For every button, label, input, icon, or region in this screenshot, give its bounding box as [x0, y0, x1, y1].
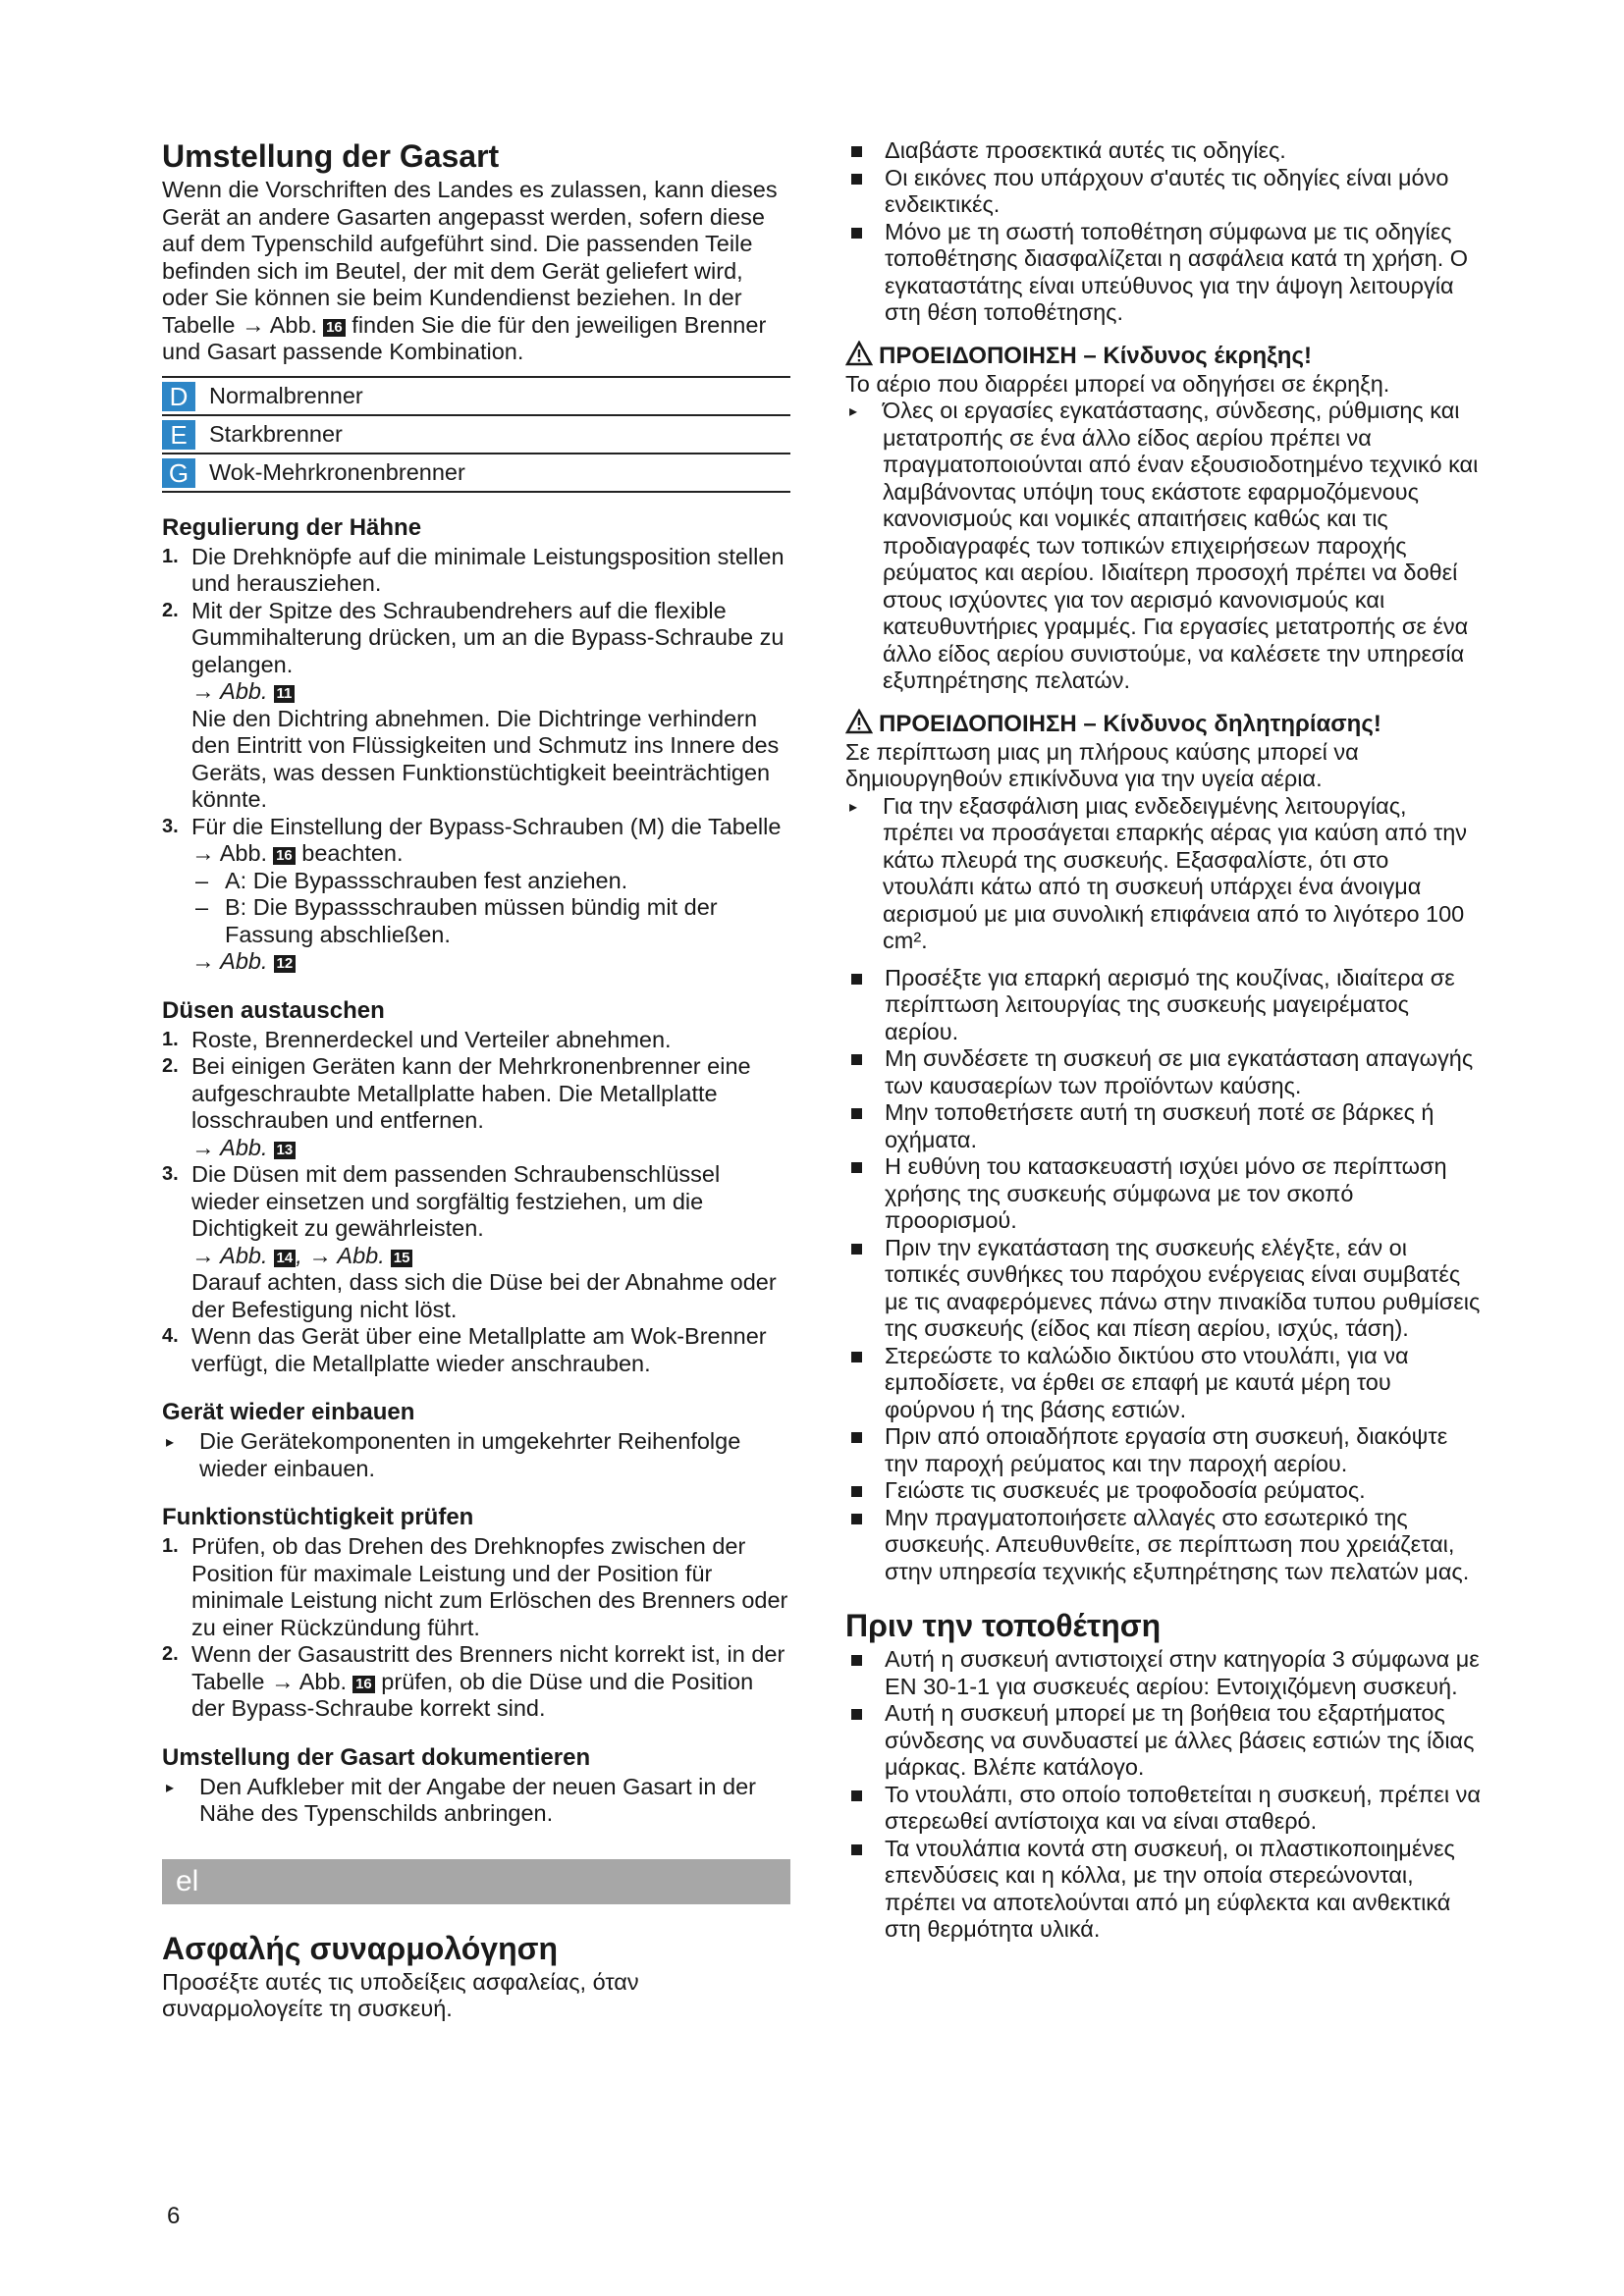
- page-number: 6: [167, 2203, 181, 2229]
- nozzle-steps-end: [162, 1323, 790, 1377]
- table-row: [162, 377, 790, 415]
- note-text: Nie den Dichtring abnehmen. Die Dichtringe verhindern den Eintritt von Flüssigkeiten und Schmutz ins Innere des Geräts, was dessen Funktionstüchtigkeit beeinträchtigen könnte.: [191, 705, 780, 812]
- note-text: Darauf achten, dass sich die Düse bei der Abnahme oder der Befestigung nicht löst.: [191, 1269, 777, 1322]
- right-column: [845, 137, 1484, 1944]
- list-item: 3. Für die Einstellung der Bypass-Schrauben (M) die Tabelle → Abb. 16 beachten.: [162, 813, 782, 866]
- burner-table: [162, 376, 790, 493]
- heading-replace-nozzles: Düsen austauschen: [162, 996, 385, 1024]
- safety-bullets-top: [845, 137, 1484, 327]
- table-row: [162, 415, 790, 454]
- list-item: Αυτή η συσκευή αντιστοιχεί στην κατηγορία 3 σύμφωνα με EN 30-1-1 για συσκευές αερίου: Εντοιχιζόμενη συσκευή.: [845, 1646, 1484, 1700]
- safety-bullets-mid: [845, 965, 1484, 1586]
- figure-ref-badge: 11: [274, 685, 296, 703]
- list-item: 1. Roste, Brennerdeckel und Verteiler abnehmen.: [162, 1026, 672, 1052]
- burner-letter: E: [162, 420, 195, 450]
- warning-poisoning: ΠΡΟΕΙΔΟΠΟΙΗΣΗ – Κίνδυνος δηλητηρίασης!: [845, 709, 1484, 739]
- burner-name: Wok-Mehrkronenbrenner: [209, 458, 465, 485]
- section-title-gas-conversion: Umstellung der Gasart: [162, 138, 500, 174]
- figure-ref-badge: 12: [274, 955, 297, 973]
- intro-text-end: finden Sie die für den jeweiligen Brenner und Gasart passende Kombination.: [162, 311, 767, 364]
- warning-explosion: ΠΡΟΕΙΔΟΠΟΙΗΣΗ – Κίνδυνος έκρηξης!: [845, 341, 1484, 371]
- heading-function-check: Funktionstüchtigkeit prüfen: [162, 1504, 474, 1530]
- section-title-safe-assembly: Ασφαλής συναρμολόγηση: [162, 1930, 559, 1966]
- warning-text: Σε περίπτωση μιας μη πλήρους καύσης μπορεί να δημιουργηθούν επικίνδυνα για την υγεία αέρια.: [845, 738, 1359, 791]
- burner-letter: G: [162, 458, 195, 488]
- list-item: 2. Bei einigen Geräten kann der Mehrkronenbrenner eine aufgeschraubte Metallplatte haben. Die Metallplatte losschrauben und entfernen.: [162, 1053, 751, 1133]
- figure-ref-badge: 14: [274, 1250, 297, 1267]
- list-item: 1. Die Drehknöpfe auf die minimale Leistungsposition stellen und herausziehen.: [162, 543, 785, 596]
- list-item: Πριν από οποιαδήποτε εργασία στη συσκευή, διακόψτε την παροχή ρεύματος και την παροχή αερίου.: [845, 1423, 1484, 1477]
- gas-conversion-intro: [162, 177, 790, 366]
- figure-ref-badge: 16: [323, 319, 346, 337]
- list-item: ▸ Die Gerätekomponenten in umgekehrter Reihenfolge wieder einbauen.: [162, 1428, 790, 1482]
- list-item: Πριν την εγκατάσταση της συσκευής ελέγξτε, εάν οι τοπικές συνθήκες του παρόχου ενέργειας είναι συμβατές με τις αναφερόμενες πάνω στην πινακίδα τυπου ρυθμίσεις της συσκευής (είδος και πίεση αερίου, ισχύς, τάση).: [845, 1235, 1484, 1343]
- heading-reinstall: Gerät wieder einbauen: [162, 1399, 415, 1425]
- list-item: ▸ Για την εξασφάλιση μιας ενδεδειγμένης λειτουργίας, πρέπει να προσάγεται επαρκής αέρας για καύση από την κάτω πλευρά της συσκευής. Εξασφαλίστε, ότι στο ντουλάπι κάτω από τη συσκευή υπάρχει ένα άνοιγμα αερισμού με μια συνολική επιφάνεια από το λιγότερο 100 cm².: [845, 793, 1484, 955]
- burner-letter: D: [162, 382, 195, 411]
- figure-ref-badge: 13: [274, 1142, 297, 1159]
- dash-list: [191, 868, 790, 949]
- taps-steps: [162, 544, 790, 679]
- figure-ref-badge: 16: [273, 847, 296, 865]
- warning-text: Το αέριο που διαρρέει μπορεί να οδηγήσει σε έκρηξη.: [845, 370, 1390, 397]
- list-item: Μόνο με τη σωστή τοποθέτηση σύμφωνα με τις οδηγίες τοποθέτησης διασφαλίζεται η ασφάλεια κατά τη χρήση. Ο εγκαταστάτης είναι υπεύθυνος για την άψογη λειτουργία στη θέση τοποθέτησης.: [845, 219, 1484, 327]
- list-item: – A: Die Bypassschrauben fest anziehen.: [191, 868, 790, 895]
- list-item: Μην τοποθετήσετε αυτή τη συσκευή ποτέ σε βάρκες ή οχήματα.: [845, 1099, 1484, 1153]
- taps-steps-cont: [162, 814, 790, 868]
- table-row: [162, 454, 790, 492]
- list-item: ▸ Όλες οι εργασίες εγκατάστασης, σύνδεσης, ρύθμισης και μετατροπής σε ένα άλλο είδος αερίου πρέπει να πραγματοποιούνται από έναν εξουσιοδοτημένο τεχνικό και λαμβάνοντας υπόψη τους εκάστοτε εφαρμοζόμενους κανονισμούς και νομικές απαιτήσεις καθώς και τις προδιαγραφές των τοπικών επιχειρήσεων παροχής ρεύματος και αερίου. Ιδιαίτερη προσοχή πρέπει να δοθεί στους ισχύοντες για τον αερισμό κανονισμούς και κατευθυντήριες γραμμές. Για εργασίες μετατροπής σε ένα άλλο είδος αερίου συνιστούμε, να καλέσετε την υπηρεσία εξυπηρέτησης πελατών.: [845, 398, 1484, 695]
- list-item: Η ευθύνη του κατασκευαστή ισχύει μόνο σε περίπτωση χρήσης της συσκευής σύμφωνα με τον σκοπό προορισμού.: [845, 1153, 1484, 1235]
- heading-document-conversion: Umstellung der Gasart dokumentieren: [162, 1743, 591, 1771]
- list-item: 2. Mit der Spitze des Schraubendrehers auf die flexible Gummihalterung drücken, um an die Bypass-Schraube zu gelangen.: [162, 597, 785, 677]
- list-item: Διαβάστε προσεκτικά αυτές τις οδηγίες.: [845, 137, 1484, 165]
- warning-list: [845, 793, 1484, 955]
- list-item: Το ντουλάπι, στο οποίο τοποθετείται η συσκευή, πρέπει να στερεωθεί αντίστοιχα και να είναι σταθερό.: [845, 1782, 1484, 1836]
- list-item: 3. Die Düsen mit dem passenden Schraubenschlüssel wieder einsetzen und sorgfältig festziehen, um die Dichtigkeit zu gewährleisten.: [162, 1161, 721, 1241]
- warning-list: [845, 398, 1484, 695]
- section-title-before-installation: Πριν την τοποθέτηση: [845, 1608, 1162, 1643]
- figure-ref-line: → Abb. 14 , → Abb. 15: [162, 1243, 790, 1270]
- list-item: Τα ντουλάπια κοντά στη συσκευή, οι πλαστικοποιημένες επενδύσεις και η κόλλα, με την οποία στερεώνονται, πρέπει να αποτελούνται από μη εύφλεκτα και ανθεκτικά στη θερμότητα υλικά.: [845, 1836, 1484, 1944]
- document-list: [162, 1774, 790, 1828]
- figure-ref-line: → Abb. 12: [162, 948, 790, 976]
- list-item: Αυτή η συσκευή μπορεί με τη βοήθεια του εξαρτήματος σύνδεσης να συνδυαστεί με άλλες βάσεις εστιών της ίδιας μάρκας. Βλέπε κατάλογο.: [845, 1700, 1484, 1782]
- list-item: Προσέξτε για επαρκή αερισμό της κουζίνας, ιδιαίτερα σε περίπτωση λειτουργίας της συσκευής μαγειρέματος αερίου.: [845, 965, 1484, 1046]
- burner-name: Starkbrenner: [209, 420, 343, 447]
- list-item: Οι εικόνες που υπάρχουν σ'αυτές τις οδηγίες είναι μόνο ενδεικτικές.: [845, 165, 1484, 219]
- heading-regulation-taps: Regulierung der Hähne: [162, 513, 422, 541]
- intro-text: Wenn die Vorschriften des Landes es zulassen, kann dieses Gerät an andere Gasarten angepasst werden, sofern diese auf dem Typenschild aufgeführt sind. Die passenden Teile befinden sich im Beutel, der mit dem Gerät geliefert wird, oder Sie können sie beim Kundendienst beziehen. In der Tabelle → Abb.: [162, 177, 778, 338]
- list-item: 1. Prüfen, ob das Drehen des Drehknopfes zwischen der Position für maximale Leistung und der Position für minimale Leistung nicht zum Erlöschen des Brenners oder zu einer Rückzündung führt.: [162, 1533, 788, 1640]
- warning-triangle-icon: [845, 709, 873, 734]
- nozzle-steps-cont: [162, 1161, 790, 1243]
- figure-ref-badge: 16: [352, 1676, 375, 1693]
- figure-ref-line: → Abb. 13: [162, 1135, 790, 1162]
- list-item: Στερεώστε το καλώδιο δικτύου στο ντουλάπι, για να εμποδίσετε, να έρθει σε επαφή με καυτά μέρη του φούρνου ή της βάσης εστιών.: [845, 1343, 1484, 1424]
- list-item: 2. Wenn der Gasaustritt des Brenners nicht korrekt ist, in der Tabelle → Abb. 16 prüfen, ob die Düse und die Position der Bypass-Schraube korrekt sind.: [162, 1641, 785, 1721]
- reinstall-list: [162, 1428, 790, 1482]
- installation-bullets: [845, 1646, 1484, 1944]
- list-item: 4. Wenn das Gerät über eine Metallplatte am Wok-Brenner verfügt, die Metallplatte wieder anschrauben.: [162, 1323, 767, 1376]
- language-bar: el: [162, 1859, 790, 1904]
- warning-triangle-icon: [845, 341, 873, 366]
- burner-name: Normalbrenner: [209, 382, 363, 408]
- figure-ref-badge: 15: [391, 1250, 413, 1267]
- safe-assembly-intro: Προσέξτε αυτές τις υποδείξεις ασφαλείας, όταν συναρμολογείτε τη συσκευή.: [162, 1968, 639, 2021]
- figure-ref-line: → Abb. 11: [162, 678, 790, 706]
- list-item: Μην πραγματοποιήσετε αλλαγές στο εσωτερικό της συσκευής. Απευθυνθείτε, σε περίπτωση που χρειάζεται, στην υπηρεσία τεχνικής εξυπηρέτησης των πελατών μας.: [845, 1505, 1484, 1586]
- left-column: [162, 137, 790, 2023]
- list-item: Μη συνδέσετε τη συσκευή σε μια εγκατάσταση απαγωγής των καυσαερίων των προϊόντων καύσης.: [845, 1045, 1484, 1099]
- list-item: – B: Die Bypassschrauben müssen bündig mit der Fassung abschließen.: [191, 894, 790, 948]
- function-steps: [162, 1533, 790, 1723]
- nozzle-steps: [162, 1027, 790, 1135]
- list-item: ▸ Den Aufkleber mit der Angabe der neuen Gasart in der Nähe des Typenschilds anbringen.: [162, 1774, 790, 1828]
- list-item: Γειώστε τις συσκευές με τροφοδοσία ρεύματος.: [845, 1477, 1484, 1505]
